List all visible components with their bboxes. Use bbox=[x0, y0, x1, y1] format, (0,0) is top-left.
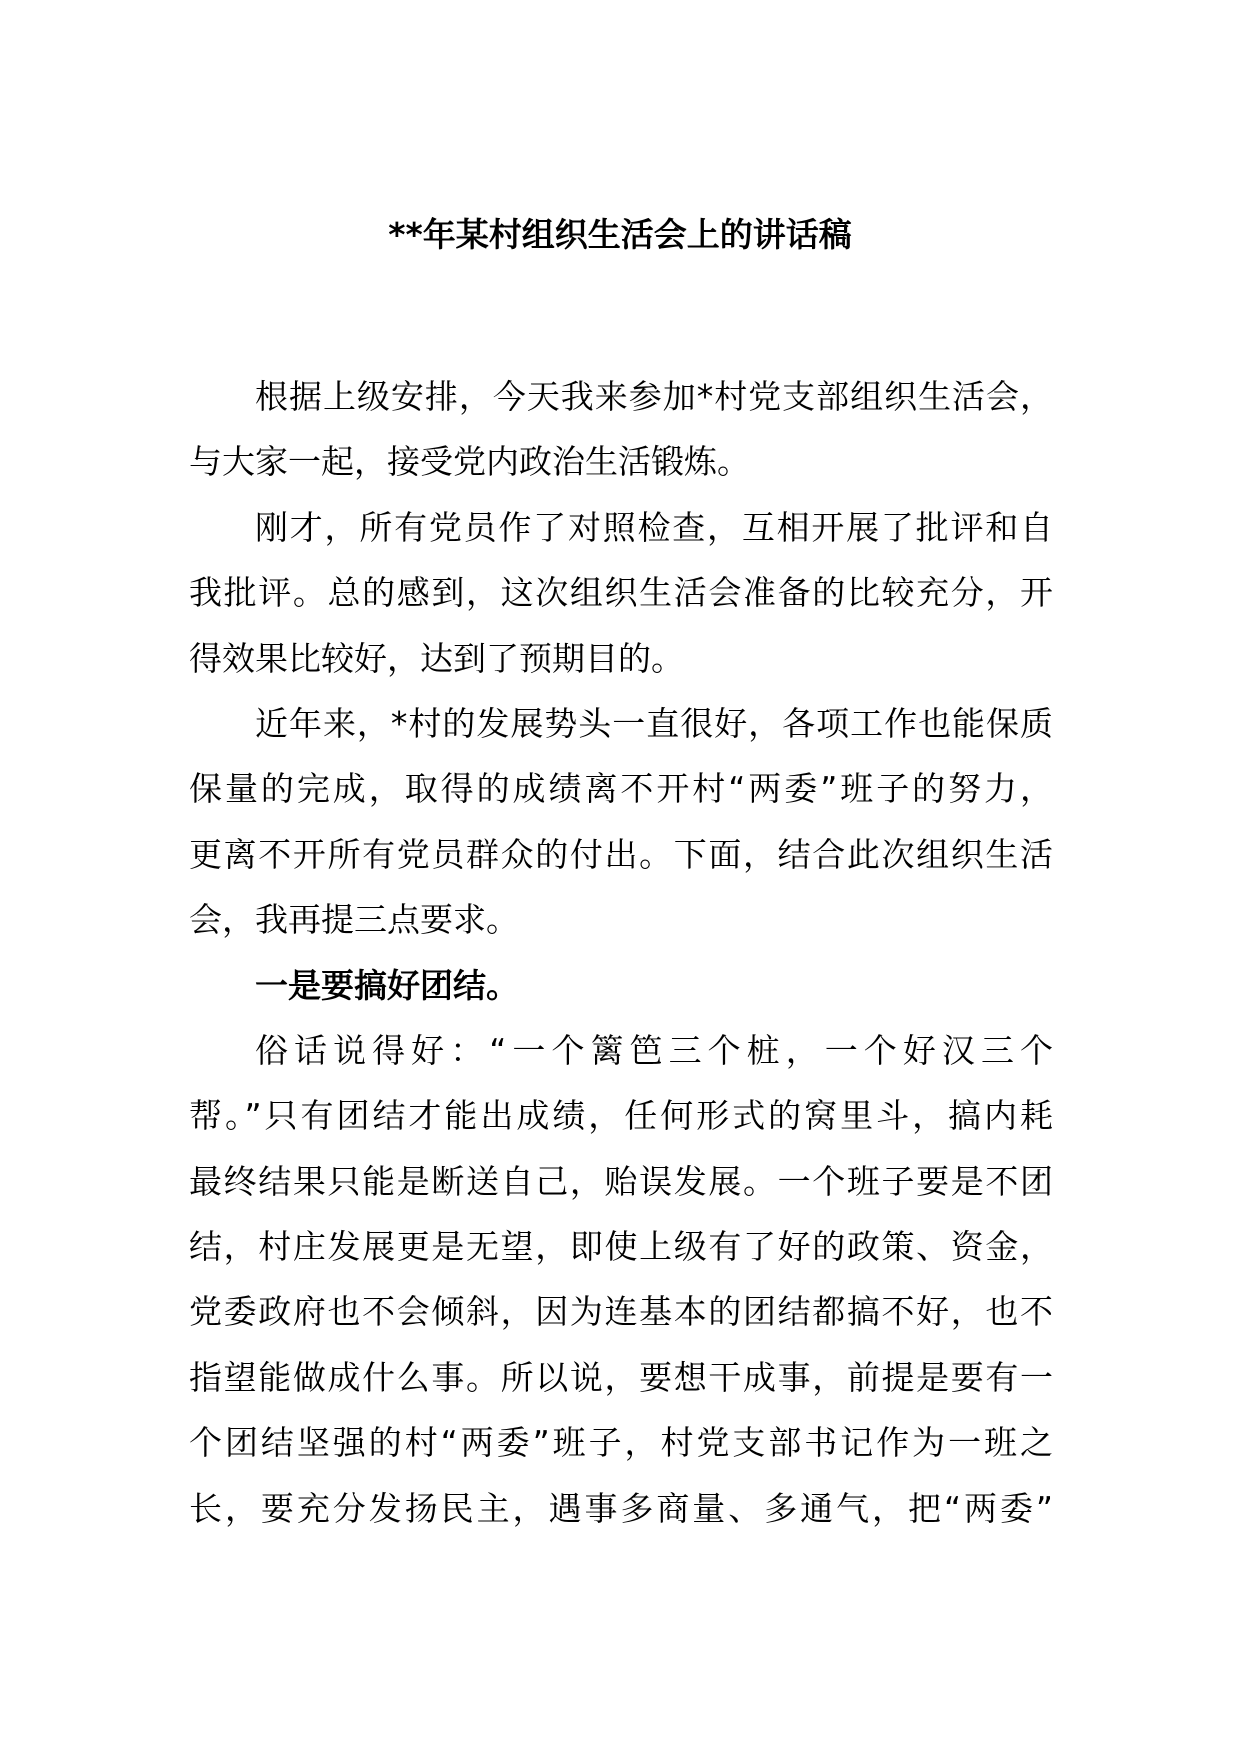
paragraph-line: 我批评。总的感到，这次组织生活会准备的比较充分，开 bbox=[189, 573, 1053, 613]
paragraph-line: 结，村庄发展更是无望，即使上级有了好的政策、资金， bbox=[189, 1227, 1053, 1267]
paragraph-line: 指望能做成什么事。所以说，要想干成事，前提是要有一 bbox=[189, 1357, 1053, 1397]
paragraph-line: 会，我再提三点要求。 bbox=[189, 900, 519, 940]
paragraph-line: 长，要充分发扬民主，遇事多商量、多通气，把“两委” bbox=[189, 1488, 1053, 1528]
paragraph-line: 更离不开所有党员群众的付出。下面，结合此次组织生活 bbox=[189, 834, 1053, 874]
paragraph bbox=[189, 495, 1053, 691]
document-title: **年某村组织生活会上的讲话稿 bbox=[388, 215, 852, 254]
paragraph-line: 俗话说得好：“一个篱笆三个桩，一个好汉三个 bbox=[255, 1030, 1053, 1070]
paragraph-line: 根据上级安排，今天我来参加*村党支部组织生活会， bbox=[255, 377, 1053, 416]
section-heading bbox=[189, 953, 1053, 1018]
paragraph-line: 个团结坚强的村“两委”班子，村党支部书记作为一班之 bbox=[189, 1423, 1053, 1463]
paragraph-line: 帮。”只有团结才能出成绩，任何形式的窝里斗，搞内耗 bbox=[189, 1096, 1053, 1136]
paragraph-line: 保量的完成，取得的成绩离不开村“两委”班子的努力， bbox=[189, 769, 1053, 809]
paragraph-line: 与大家一起，接受党内政治生活锻炼。 bbox=[189, 442, 750, 482]
paragraph-line: 近年来，*村的发展势头一直很好，各项工作也能保质 bbox=[255, 703, 1053, 743]
paragraph-line: 得效果比较好，达到了预期目的。 bbox=[189, 638, 684, 678]
paragraph bbox=[189, 691, 1053, 953]
paragraph-line: 刚才，所有党员作了对照检查，互相开展了批评和自 bbox=[255, 507, 1053, 547]
document-body bbox=[189, 364, 1053, 1541]
paragraph bbox=[189, 364, 1053, 495]
paragraph bbox=[189, 1018, 1053, 1541]
paragraph-line: 一是要搞好团结。 bbox=[255, 965, 519, 1005]
paragraph-line: 最终结果只能是断送自己，贻误发展。一个班子要是不团 bbox=[189, 1161, 1053, 1201]
paragraph-line: 党委政府也不会倾斜，因为连基本的团结都搞不好，也不 bbox=[189, 1292, 1053, 1332]
